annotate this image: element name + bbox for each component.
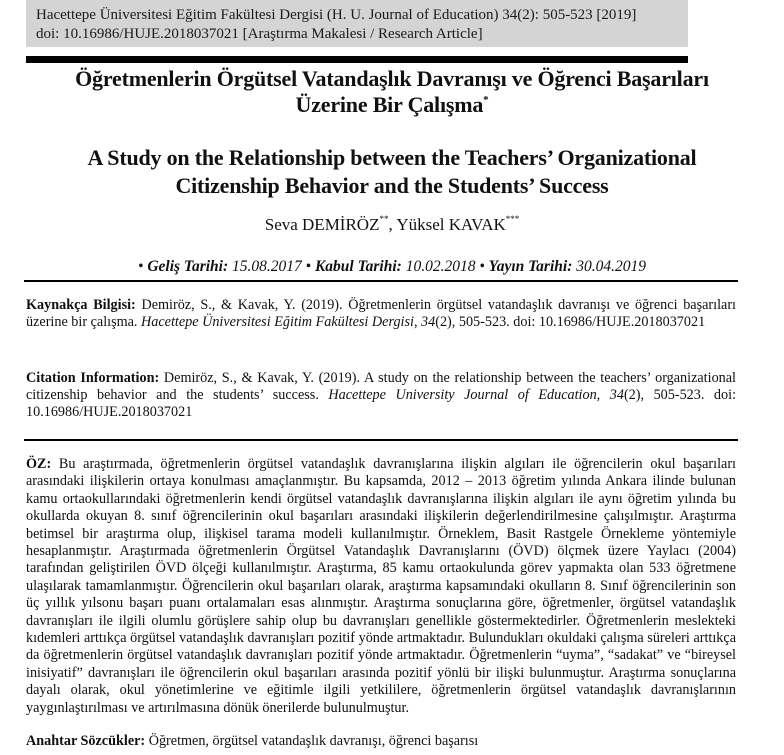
title-turkish-line2 [0, 92, 784, 118]
citation-pages-doi[interactable]: (2), 505-523. doi: 10.16986/HUJE.2018037021 [26, 387, 737, 420]
author-separator: , [388, 215, 397, 234]
title-english [0, 144, 784, 200]
section-divider [24, 280, 738, 282]
keywords [26, 733, 736, 750]
date-value: 10.02.2018 [401, 258, 480, 275]
date-value: 15.08.2017 [228, 258, 306, 275]
author-name: Yüksel KAVAK [396, 215, 506, 234]
bullet-icon: • [305, 258, 315, 275]
publication-dates [0, 257, 784, 277]
title-turkish-line1: Öğretmenlerin Örgütsel Vatandaşlık Davranışı ve Öğrenci Başarıları [75, 66, 709, 91]
abstract [26, 456, 736, 717]
title-english-line2: Citizenship Behavior and the Students’ Success [175, 173, 609, 198]
abstract-label: ÖZ: [26, 456, 52, 472]
title-english-line1: A Study on the Relationship between the Teachers’ Organizational [87, 145, 697, 170]
title-footnote-mark[interactable]: * [483, 94, 489, 106]
section-divider [24, 439, 738, 441]
reference-journal: Hacettepe Üniversitesi Eğitim Fakültesi Dergisi, 34 [141, 314, 436, 330]
date-label: Kabul Tarihi: [314, 258, 402, 275]
reference-label: Kaynakça Bilgisi: [26, 297, 136, 313]
title-turkish [0, 66, 784, 118]
author-list [0, 214, 784, 236]
header-divider-bar [26, 56, 688, 63]
author-footnote-mark[interactable]: ** [379, 214, 389, 224]
reference-pages-doi[interactable]: (2), 505-523. doi: 10.16986/HUJE.2018037021 [435, 314, 706, 330]
keywords-label: Anahtar Sözcükler: [26, 733, 146, 749]
date-label: Yayın Tarihi: [488, 258, 573, 275]
date-value: 30.04.2019 [572, 258, 646, 275]
bullet-icon: • [138, 258, 148, 275]
citation-label: Citation Information: [26, 370, 160, 386]
citation-text: Demiröz, S., & Kavak, Y. (2019). A study on the relationship between the teachers’ organizational citizenship behavior and the students’ success. [26, 370, 736, 403]
date-label: Geliş Tarihi: [147, 258, 229, 275]
author-footnote-mark[interactable]: *** [505, 214, 520, 224]
reference-text: Demiröz, S., & Kavak, Y. (2019). Öğretmenlerin örgütsel vatandaşlık davranışı ve öğrenci başarıları üzerine bir çalışma. [26, 297, 736, 330]
author-name: Seva DEMİRÖZ [264, 215, 380, 234]
journal-citation-line: Hacettepe Üniversitesi Eğitim Fakültesi Dergisi (H. U. Journal of Education) 34(2): 505-523 [2019] [36, 7, 637, 23]
keywords-text: Öğretmen, örgütsel vatandaşlık davranışı, öğrenci başarısı [145, 733, 479, 749]
doi-line: doi: 10.16986/HUJE.2018037021 [Araştırma Makalesi / Research Article] [36, 26, 483, 42]
citation-journal: Hacettepe University Journal of Education, 34 [328, 387, 624, 403]
reference-info-turkish [26, 297, 736, 331]
bullet-icon: • [479, 258, 489, 275]
journal-header [26, 0, 688, 47]
citation-info-english [26, 370, 736, 421]
abstract-text: Bu araştırmada, öğretmenlerin örgütsel vatandaşlık davranışlarına ilişkin algıları ile öğrencilerin okul başarıları arasındaki ilişkilerin ortaya konulması amaçlanmıştır. Bu kapsamda, 2012 – 2013 öğretim yılında Ankara ilinde bulunan kamu ortaokullarındaki öğretmenlerin kendi örgütsel vatandaşlık davranışlarına ilişkin algıları ile aynı öğretim yılında bu okullarda okuyan 8. sınıf öğrencilerinin okul başarıları arasındaki ilişkilerin değerlendirilmesine çalışılmıştır. Araştırma betimsel bir araştırma olup, ilişkisel tarama modeli kullanılmıştır. Örneklem, Basit Rastgele Örnekleme yöntemiyle hesaplanmıştır. Araştırmada öğretmenlerin Örgütsel Vatandaşlık Davranışlarını (ÖVD) ölçmek üzere Yaylacı (2004) tarafından geliştirilen ÖVD ölçeği kullanılmıştır. Araştırma, 85 kamu ortaokulunda görev yapmakta olan 533 öğretmene ulaşılarak tamamlanmıştır. Öğrencilerin okul başarıları olarak, araştırma kapsamındaki okulların 8. Sınıf öğrencilerinin son üç yıllık yılsonu başarı puanı ortalamaları esas alınmıştır. Araştırma sonuçlarına göre, öğretmenler, örgütsel vatandaşlık davranışları ile ilgili olumlu görüşlere sahip olup bu davranışları genellikle göstermektedirler. Öğretmenlerin meslekteki kıdemleri arttıkça örgütsel vatandaşlık davranışları pozitif yönde artmaktadır. Bulundukları okuldaki çalışma süreleri arttıkça da öğretmenlerin örgütsel vatandaşlık davranışları pozitif yönde artmaktadır. Öğretmenlerin “uyma”, “sadakat” ve “bireysel inisiyatif” davranışları ile öğrencilerin okul başarıları arasında pozitif yönlü bir ilişki bulunmuştur. Araştırma sonuçlarına dayalı olarak, okul yönetimlerine ve eğitimle ilgili yetkililere, öğretmenlerin örgütsel vatandaşlık davranışlarının yaygınlaştırılması ve artırılmasına dönük önerilerde bulunulmuştur. [26, 456, 736, 716]
title-turkish-line2-text: Üzerine Bir Çalışma [295, 92, 484, 117]
